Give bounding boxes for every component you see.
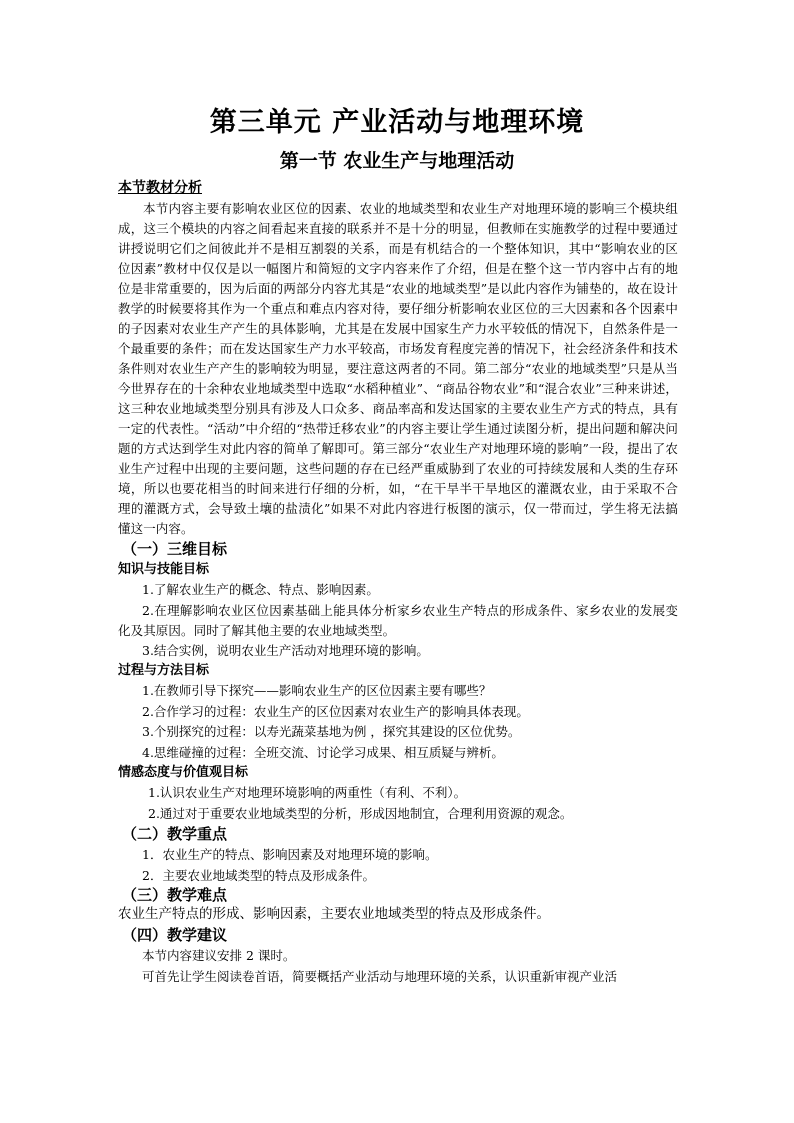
process-goal-item: 2.合作学习的过程：农业生产的区位因素对农业生产的影响具体表现。 [142, 703, 529, 719]
analysis-paragraph: 本节内容主要有影响农业区位的因素、农业的地域类型和农业生产对地理环境的影响三个模块组成，这三个模块的内容之间看起来直接的联系并不是十分的明显，但教师在实施教学的过程中要通过讲授说明它们之间彼此并不是相互割裂的关系，而是有机结合的一个整体知识，其中“影响农业的区位因素”教材中仅仅是以一幅图片和简短的文字内容来作了介绍，但是在整个这一节内容中占有的地位是非常重要的，因为后面的两部分内容尤其是“农业的地域类型”是以此内容作为铺垫的，故在设计教学的时候要将其作为一个重点和难点内容对待，要仔细分析影响农业区位的三大因素和各个因素中的子因素对农业生产产生的具体影响，尤其是在发展中国家生产力水平较低的情况下，自然条件是一个最重要的条件；而在发达国家生产力水平较高，市场发育程度完善的情况下，社会经济条件和技术条件则对农业生产产生的影响较为明显，要注意这两者的不同。第二部分“农业的地域类型”只是从当今世界存在的十余种农业地域类型中选取“水稻种植业”、“商品谷物农业”和“混合农业”三种来讲述，这三种农业地域类型分别具有涉及人口众多、商品率高和发达国家的主要农业生产方式的特点，具有一定的代表性。“活动”中介绍的“热带迁移农业”的内容主要让学生通过读图分析，提出问题和解决问题的方式达到学生对此内容的简单了解即可。第三部分“农业生产对地理环境的影响”一段，提出了农业生产过程中出现的主要问题，这些问题的存在已经严重威胁到了农业的可持续发展和人类的生存环境，所以也要花相当的时间来进行仔细的分析，如，“在干旱半干旱地区的灌溉农业，由于采取不合理的灌溉方式，会导致土壤的盐渍化”如果不对此内容进行板图的演示，仅一带而过，学生将无法搞懂这一内容。 [118, 201, 678, 536]
analysis-heading: 本节教材分析 [118, 180, 202, 196]
process-goal-item: 1.在教师引导下探究——影响农业生产的区位因素主要有哪些？ [142, 683, 492, 698]
knowledge-goal-item: 1.了解农业生产的概念、特点、影响因素。 [142, 582, 379, 597]
emotion-goal-item: 1.认识农业生产对地理环境影响的两重性（有利、不利）。 [148, 785, 467, 800]
emotion-goal-item: 2.通过对于重要农业地域类型的分析，形成因地制宜，合理利用资源的观念。 [148, 805, 573, 821]
goals-heading: （一）三维目标 [122, 540, 228, 558]
difficulties-text: 农业生产特点的形成、影响因素，主要农业地域类型的特点及形成条件。 [118, 906, 550, 922]
process-goal-item: 3.个别探究的过程：以寿光蔬菜基地为例 ，探究其建设的区位优势。 [142, 724, 521, 739]
suggestion-line: 可首先让学生阅读卷首语，简要概括产业活动与地理环境的关系，认识重新审视产业活 [142, 968, 618, 984]
knowledge-goals-heading: 知识与技能目标 [118, 562, 210, 577]
document-body [118, 178, 678, 987]
suggestions-heading: （四）教学建议 [122, 926, 228, 944]
key-points-heading: （二）教学重点 [122, 825, 228, 843]
knowledge-goal-item: 2.在理解影响农业区位因素基础上能具体分析家乡农业生产特点的形成条件、家乡农业的发展变化及其原因。同时了解其他主要的农业地域类型。 [118, 602, 678, 638]
key-point-item: 1．农业生产的特点、影响因素及对地理环境的影响。 [142, 847, 438, 862]
suggestion-line: 本节内容建议安排 2 课时。 [142, 948, 296, 963]
unit-title: 第三单元 产业活动与地理环境 [209, 107, 585, 138]
section-title: 第一节 农业生产与地理活动 [279, 150, 515, 172]
emotion-goals-heading: 情感态度与价值观目标 [118, 765, 249, 780]
difficulties-heading: （三）教学难点 [122, 886, 228, 904]
key-point-item: 2．主要农业地域类型的特点及形成条件。 [142, 867, 375, 883]
knowledge-goal-item: 3.结合实例，说明农业生产活动对地理环境的影响。 [142, 642, 429, 658]
process-goal-item: 4.思维碰撞的过程：全班交流、讨论学习成果、相互质疑与辨析。 [142, 744, 504, 760]
process-goals-heading: 过程与方法目标 [118, 663, 210, 678]
